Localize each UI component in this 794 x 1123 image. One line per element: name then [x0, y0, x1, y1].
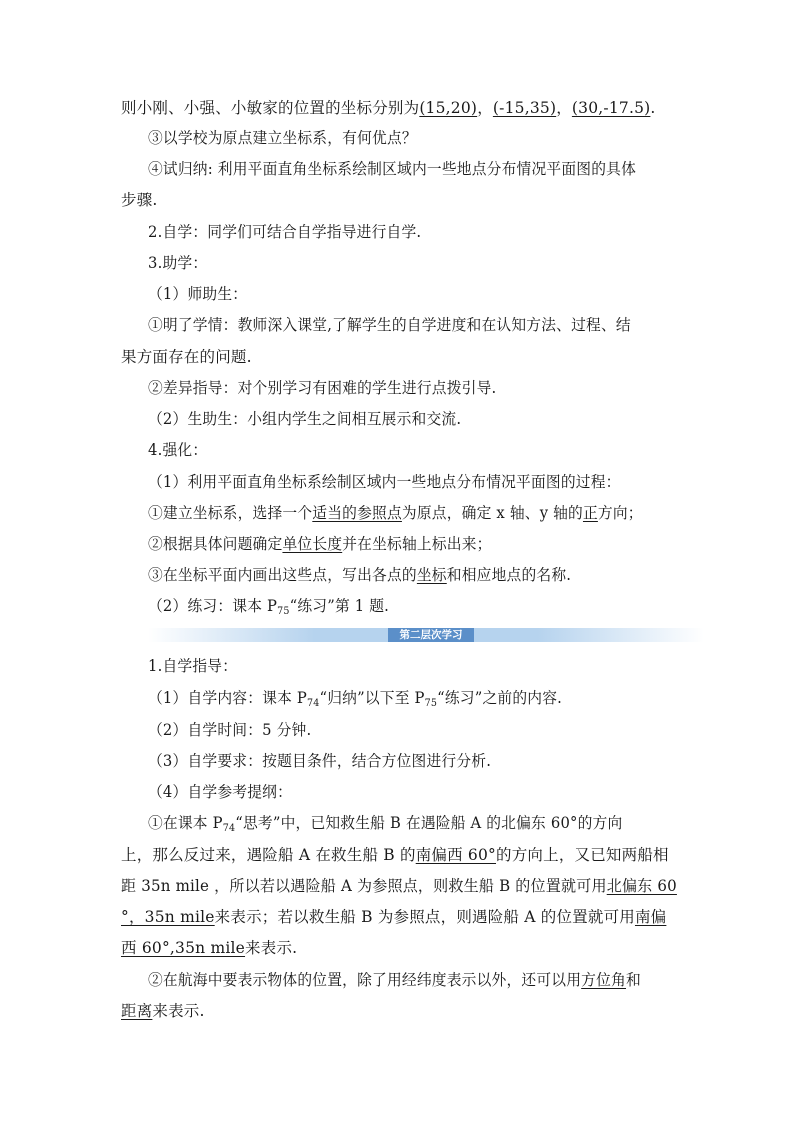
text: “思考”中，已知救生船 B 在遇险船 A 的北偏东 60°的方向: [235, 814, 623, 832]
blank-answer: 方位角: [581, 971, 627, 989]
blank-answer: (-15,35): [492, 99, 557, 117]
text: 来表示.: [245, 939, 298, 957]
text-line: [148, 720, 677, 740]
text: 并在坐标轴上标出来；: [342, 535, 492, 553]
text: （3）自学要求：按题目条件，结合方位图进行分析.: [148, 752, 492, 770]
text-line: [121, 190, 677, 210]
text: 3.助学：: [148, 254, 208, 272]
text-line: [148, 565, 677, 585]
text-line: [148, 378, 677, 398]
text-line: [121, 907, 677, 927]
subscript: 75: [277, 606, 290, 617]
text-line: [148, 813, 677, 833]
blank-answer: 距离: [121, 1002, 153, 1020]
text: （2）自学时间：5 分钟.: [148, 721, 312, 739]
text: ①建立坐标系，选择一个: [148, 504, 313, 522]
text: ②在航海中要表示物体的位置，除了用经纬度表示以外，还可以用: [148, 971, 582, 989]
text: .: [650, 99, 656, 117]
text-line: [148, 472, 677, 492]
text-line: [121, 938, 677, 958]
text: 上，那么反过来，遇险船 A 在救生船 B 的: [121, 846, 416, 864]
blank-answer: 南偏: [634, 908, 667, 926]
text: 和相应地点的名称.: [446, 566, 572, 584]
subscript: 74: [222, 823, 236, 834]
text-line: [148, 688, 677, 708]
subscript: 74: [307, 698, 320, 709]
section-banner: [148, 628, 704, 642]
text: 果方面存在的问题.: [121, 348, 252, 366]
text: 2.自学：同学们可结合自学指导进行自学.: [148, 223, 422, 241]
text-line: [148, 596, 677, 616]
text: （1）师助生：: [148, 285, 248, 303]
text-line: [148, 253, 677, 273]
text: 步骤.: [121, 191, 158, 209]
text: “练习”之前的内容.: [437, 689, 563, 707]
text-line: [148, 409, 677, 429]
blank-answer: (30,-17.5): [571, 99, 651, 117]
text-line: [121, 876, 677, 896]
text-line: [148, 782, 677, 802]
blank-answer: 南偏西 60°: [415, 846, 497, 864]
text-line: [121, 845, 677, 865]
text-line: [148, 440, 677, 460]
text-line: [148, 534, 677, 554]
text: ①明了学情：教师深入课堂,了解学生的自学进度和在认知方法、过程、结: [148, 316, 631, 334]
text: “练习”第 1 题.: [289, 597, 390, 615]
text-line: [148, 503, 677, 523]
blank-answer: 坐标: [416, 566, 447, 584]
text-line: [148, 159, 677, 179]
text: 1.自学指导：: [148, 657, 238, 675]
text-line: [148, 751, 677, 771]
text: （1）利用平面直角坐标系绘制区域内一些地点分布情况平面图的过程：: [148, 473, 621, 491]
text-line: [148, 128, 677, 148]
blank-answer: 西 60°,35n mile: [121, 939, 246, 957]
text: ，: [477, 99, 493, 117]
text: 来表示；若以救生船 B 为参照点，则遇险船 A 的位置就可用: [214, 908, 635, 926]
subscript: 75: [424, 698, 438, 709]
text: ③在坐标平面内画出这些点，写出各点的: [148, 566, 417, 584]
text: 的方向上，又已知两船相: [496, 846, 669, 864]
text: ②根据具体问题确定: [148, 535, 283, 553]
text: 来表示.: [152, 1002, 205, 1020]
text: 则小刚、小强、小敏家的位置的坐标分别为: [121, 99, 420, 117]
text-line: [121, 98, 677, 118]
blank-answer: °，35n mile: [121, 908, 215, 926]
text-line: [148, 222, 677, 242]
text: “归纳”以下至 P: [319, 689, 425, 707]
text: 为原点，确定 x 轴、y 轴的: [401, 504, 583, 522]
blank-answer: 适当的参照点: [312, 504, 402, 522]
text: （2）练习：课本 P: [148, 597, 278, 615]
text: （1）自学内容：课本 P: [148, 689, 308, 707]
text: 距 35n mile ，所以若以遇险船 A 为参照点，则救生船 B 的位置就可用: [121, 877, 607, 895]
text: 和: [626, 971, 641, 989]
text-line: [121, 347, 677, 367]
blank-answer: (15,20): [419, 99, 478, 117]
text-line: [148, 970, 677, 990]
blank-answer: 单位长度: [282, 535, 343, 553]
text: ，: [556, 99, 572, 117]
text-line: [148, 656, 677, 676]
text: 方向；: [597, 504, 643, 522]
blank-answer: 北偏东 60: [606, 877, 677, 895]
text: 4.强化：: [148, 441, 208, 459]
section-banner-label: 第二层次学习: [388, 628, 474, 642]
blank-answer: 正: [582, 504, 598, 522]
text: （2）生助生：小组内学生之间相互展示和交流.: [148, 410, 462, 428]
text-line: [148, 315, 677, 335]
text-line: [148, 284, 677, 304]
text: （4）自学参考提纲：: [148, 783, 293, 801]
text: ④试归纳: 利用平面直角坐标系绘制区域内一些地点分布情况平面图的具体: [148, 160, 637, 178]
text-line: [121, 1001, 677, 1021]
text: ③以学校为原点建立坐标系，有何优点？: [148, 129, 417, 147]
text: ①在课本 P: [148, 814, 223, 832]
text: ②差异指导：对个别学习有困难的学生进行点拨引导.: [148, 379, 497, 397]
